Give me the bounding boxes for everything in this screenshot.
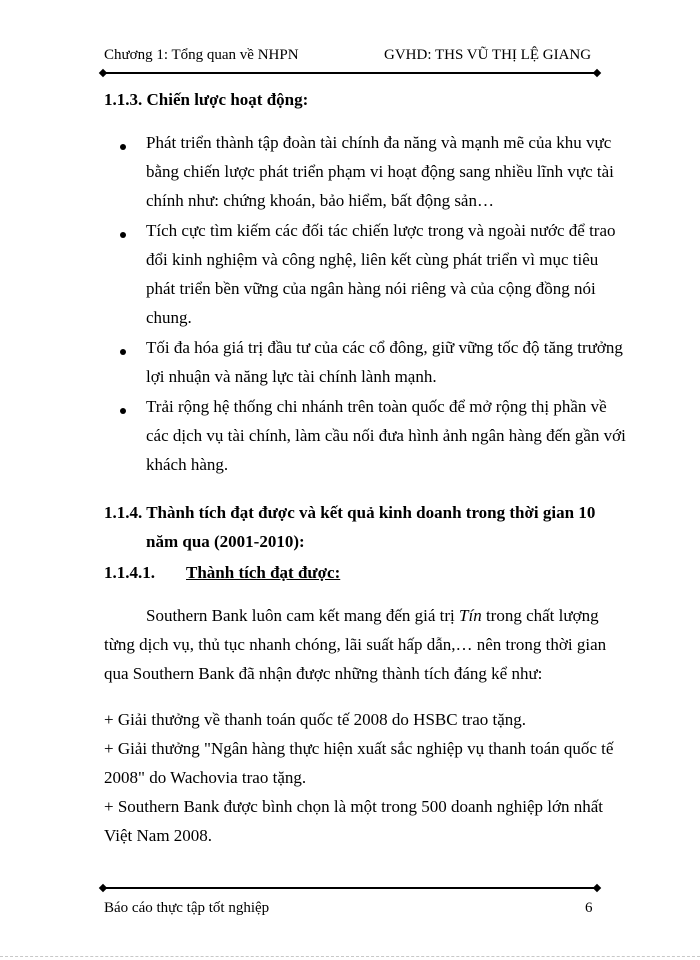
paragraph-line-2: từng dịch vụ, thủ tục nhanh chóng, lãi suất hấp dẫn,… nên trong thời gian — [104, 635, 607, 654]
header-rule — [103, 72, 597, 74]
bullet-dot — [120, 232, 126, 238]
header-advisor: GVHD: THS VŨ THỊ LỆ GIANG — [384, 47, 592, 63]
subsection-number: 1.1.4.1. — [104, 563, 155, 582]
award-1: + Giải thưởng về thanh toán quốc tế 2008 do HSBC trao tặng. — [104, 710, 527, 729]
section-heading-1-1-3: 1.1.3. Chiến lược hoạt động: — [104, 90, 309, 109]
bullet-4-line-3: khách hàng. — [146, 455, 229, 474]
subsection-title: Thành tích đạt được: — [186, 563, 341, 582]
bullet-4-line-1: Trải rộng hệ thống chi nhánh trên toàn quốc để mở rộng thị phần về — [146, 397, 607, 416]
bullet-4-line-2: các dịch vụ tài chính, làm cầu nối đưa hình ảnh ngân hàng đến gần với — [146, 426, 626, 445]
bullet-2-line-3: phát triển bền vững của ngân hàng nói riêng và của cộng đồng nói — [146, 279, 596, 298]
paragraph-line-1: Southern Bank luôn cam kết mang đến giá trị Tín trong chất lượng — [146, 606, 599, 625]
page-break-line — [0, 956, 700, 957]
bullet-3-line-1: Tối đa hóa giá trị đầu tư của các cổ đông, giữ vững tốc độ tăng trưởng — [146, 338, 623, 357]
award-3-line-1: + Southern Bank được bình chọn là một trong 500 doanh nghiệp lớn nhất — [104, 797, 604, 816]
bullet-2-line-1: Tích cực tìm kiếm các đối tác chiến lược trong và ngoài nước để trao — [146, 221, 616, 240]
section-heading-1-1-4: 1.1.4. Thành tích đạt được và kết quả kinh doanh trong thời gian 10 — [104, 503, 596, 522]
award-2-line-1: + Giải thưởng "Ngân hàng thực hiện xuất sắc nghiệp vụ thanh toán quốc tế — [104, 739, 614, 758]
bullet-2-line-4: chung. — [146, 308, 192, 327]
award-2-line-2: 2008" do Wachovia trao tặng. — [104, 768, 307, 787]
section-heading-1-1-4-cont: năm qua (2001-2010): — [146, 532, 305, 551]
emphasis-tin: Tín — [459, 606, 482, 625]
bullet-2-line-2: đổi kinh nghiệm và công nghệ, liên kết cùng phát triển vì mục tiêu — [146, 250, 599, 269]
bullet-dot — [120, 408, 126, 414]
footer-rule — [103, 887, 597, 889]
page-number: 6 — [585, 900, 593, 916]
award-3-line-2: Việt Nam 2008. — [104, 826, 213, 845]
bullet-1-line-1: Phát triển thành tập đoàn tài chính đa năng và mạnh mẽ của khu vực — [146, 133, 612, 152]
bullet-1-line-2: bằng chiến lược phát triển phạm vi hoạt động sang nhiều lĩnh vực tài — [146, 162, 614, 181]
bullet-dot — [120, 144, 126, 150]
header-chapter: Chương 1: Tổng quan về NHPN — [104, 47, 299, 63]
bullet-3-line-2: lợi nhuận và năng lực tài chính lành mạnh. — [146, 367, 437, 386]
paragraph-line-3: qua Southern Bank đã nhận được những thành tích đáng kể như: — [104, 664, 543, 683]
footer-title: Báo cáo thực tập tốt nghiệp — [104, 900, 270, 916]
bullet-dot — [120, 349, 126, 355]
bullet-1-line-3: chính như: chứng khoán, bảo hiểm, bất động sản… — [146, 191, 494, 210]
